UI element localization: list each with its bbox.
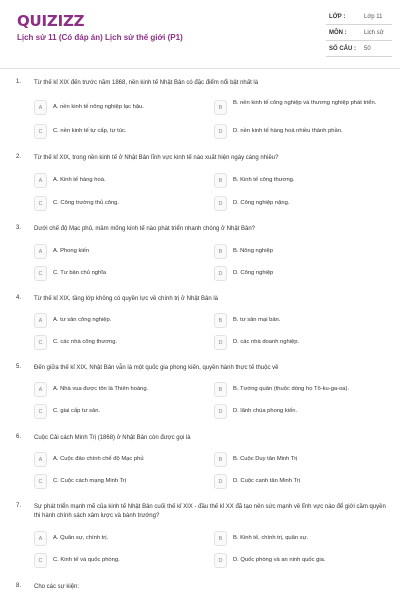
option-c[interactable] <box>34 124 206 139</box>
option-letter: C <box>34 404 47 419</box>
meta-key: LỚP : <box>329 14 346 20</box>
option-a[interactable] <box>34 100 206 115</box>
option-letter: A <box>34 100 47 115</box>
option-text: A. Quân sự, chính trị. <box>53 535 109 541</box>
option-c[interactable] <box>34 335 206 350</box>
meta-row-count <box>326 44 392 57</box>
option-c[interactable] <box>34 553 206 568</box>
option-text: B. Kinh tế, chính trị, quân sự. <box>233 535 309 541</box>
option-letter: B <box>214 100 227 115</box>
option-letter: D <box>214 196 227 211</box>
meta-value: Lớp 11 <box>364 14 383 20</box>
option-letter: D <box>214 266 227 281</box>
divider <box>326 24 392 25</box>
option-text: A. Cuộc đảo chính chế độ Mạc phủ <box>53 456 144 462</box>
option-a[interactable] <box>34 531 206 546</box>
divider <box>326 56 392 57</box>
option-text: B. Cuộc Duy tân Minh Trị <box>233 456 298 462</box>
option-text: A. Kinh tế hàng hoá. <box>53 177 106 183</box>
option-d[interactable] <box>214 553 388 568</box>
option-letter: D <box>214 335 227 350</box>
question-text: Cuộc Cải cách Minh Trị (1868) ở Nhật Bản còn được gọi là <box>34 435 191 441</box>
question-text: Từ thế kỉ XIX, trong nền kinh tế ở Nhật Bản lĩnh vực kinh tế nào xuất hiện ngày càng nhiều? <box>34 155 279 161</box>
meta-key: SỐ CÂU : <box>329 46 356 52</box>
question-number: 6. <box>16 434 22 440</box>
question-number: 4. <box>16 295 22 301</box>
option-letter: C <box>34 124 47 139</box>
option-letter: C <box>34 196 47 211</box>
option-d[interactable] <box>214 335 388 350</box>
option-letter: C <box>34 266 47 281</box>
meta-value: Lịch sử <box>364 30 384 36</box>
option-text: A. Phong kiến <box>53 248 90 254</box>
option-a[interactable] <box>34 452 206 467</box>
question-number: 5. <box>16 364 22 370</box>
question-number: 3. <box>16 225 22 231</box>
option-text: C. nền kinh tế tự cấp, tự túc. <box>53 128 127 134</box>
option-text: C. các nhà công thương. <box>53 339 118 345</box>
option-b[interactable] <box>214 173 388 188</box>
question-text: Dưới chế độ Mạc phủ, mầm mống kinh tế nào phát triển nhanh chóng ở Nhật Bản? <box>34 226 256 232</box>
meta-row-class <box>326 12 392 25</box>
option-letter: D <box>214 124 227 139</box>
option-text: C. Cuộc cách mạng Minh Trị <box>53 478 127 484</box>
question-text: Sự phát triển mạnh mẽ của kinh tế Nhật Bản cuối thế kỉ XIX - đầu thế kỉ XX đã tạo nên sức mạnh về lĩnh vực nào để giới cầm quyền thi hành chính sách xâm lược và bành trướng? <box>34 504 386 519</box>
option-b[interactable] <box>214 244 388 259</box>
option-letter: B <box>214 173 227 188</box>
worksheet-header <box>0 0 400 68</box>
option-text: B. nền kinh tế công nghiệp và thương nghiệp phát triển. <box>233 100 377 106</box>
option-d[interactable] <box>214 474 388 489</box>
option-text: B. Kinh tế công thương. <box>233 177 295 183</box>
option-b[interactable] <box>214 531 388 546</box>
option-d[interactable] <box>214 266 388 281</box>
option-text: D. Công nghiệp nặng. <box>233 200 290 206</box>
option-text: D. các nhà doanh nghiệp. <box>233 339 300 345</box>
option-letter: B <box>214 244 227 259</box>
option-b[interactable] <box>214 452 388 467</box>
question-number: 7. <box>16 503 22 509</box>
option-text: D. Cuộc canh tân Minh Trị <box>233 478 301 484</box>
header-divider <box>0 68 400 69</box>
option-letter: B <box>214 452 227 467</box>
option-text: D. Quốc phòng và an ninh quốc gia. <box>233 557 326 563</box>
option-letter: C <box>34 335 47 350</box>
option-text: B. tư sản mại bản. <box>233 317 281 323</box>
option-text: B. Tướng quân (thuộc dòng họ Tô-ku-ga-oa). <box>233 386 350 392</box>
option-text: B. Nông nghiệp <box>233 248 273 254</box>
question-number: 8. <box>16 583 22 589</box>
meta-row-subject <box>326 28 392 41</box>
option-letter: A <box>34 531 47 546</box>
option-c[interactable] <box>34 266 206 281</box>
question-number: 2. <box>16 154 22 160</box>
option-a[interactable] <box>34 173 206 188</box>
option-text: D. lãnh chúa phong kiến. <box>233 408 298 414</box>
option-d[interactable] <box>214 196 388 211</box>
option-a[interactable] <box>34 313 206 328</box>
option-letter: A <box>34 173 47 188</box>
option-letter: B <box>214 382 227 397</box>
question-text: Từ thế kỉ XIX đến trước năm 1868, nền kinh tế Nhật Bản có đặc điểm nổi bật nhất là <box>34 80 259 86</box>
option-text: A. tư sản công nghiệp. <box>53 317 112 323</box>
option-b[interactable] <box>214 100 388 115</box>
meta-value: 50 <box>364 46 371 52</box>
question-text: Cho các sự kiện: <box>34 584 80 590</box>
page-title: Lịch sử 11 (Có đáp án) Lịch sử thế giới (P1) <box>17 33 183 42</box>
option-c[interactable] <box>34 196 206 211</box>
option-c[interactable] <box>34 474 206 489</box>
option-letter: D <box>214 404 227 419</box>
option-d[interactable] <box>214 404 388 419</box>
option-text: C. giai cấp tư sản. <box>53 408 101 414</box>
option-letter: C <box>34 553 47 568</box>
option-text: D. Công nghiệp <box>233 270 274 276</box>
option-letter: B <box>214 531 227 546</box>
quizizz-logo: QUIZIZZ <box>17 12 85 30</box>
option-b[interactable] <box>214 382 388 397</box>
option-letter: B <box>214 313 227 328</box>
option-c[interactable] <box>34 404 206 419</box>
option-text: C. Kinh tế và quốc phòng. <box>53 557 120 563</box>
question-text: Từ thế kỉ XIX, tầng lớp không có quyền lực về chính trị ở Nhật Bản là <box>34 296 218 302</box>
option-b[interactable] <box>214 313 388 328</box>
option-letter: A <box>34 382 47 397</box>
option-text: D. nền kinh tế hàng hoá nhiều thành phần. <box>233 128 343 134</box>
meta-key: MÔN : <box>329 30 347 36</box>
option-text: A. nền kinh tế nông nghiệp lạc hậu. <box>53 104 144 110</box>
divider <box>326 40 392 41</box>
option-letter: A <box>34 452 47 467</box>
option-text: C. Công trường thủ công. <box>53 200 120 206</box>
option-a[interactable] <box>34 244 206 259</box>
option-letter: D <box>214 553 227 568</box>
option-a[interactable] <box>34 382 206 397</box>
option-text: A. Nhà vua được tôn là Thiên hoàng. <box>53 386 149 392</box>
question-text: Đến giữa thế kỉ XIX, Nhật Bản vẫn là một quốc gia phong kiến, quyền hành thực tế thuộc về <box>34 365 279 371</box>
option-d[interactable] <box>214 124 388 139</box>
option-letter: C <box>34 474 47 489</box>
option-letter: A <box>34 313 47 328</box>
option-letter: D <box>214 474 227 489</box>
option-text: C. Tư bản chủ nghĩa <box>53 270 107 276</box>
option-letter: A <box>34 244 47 259</box>
question-number: 1. <box>16 79 22 85</box>
